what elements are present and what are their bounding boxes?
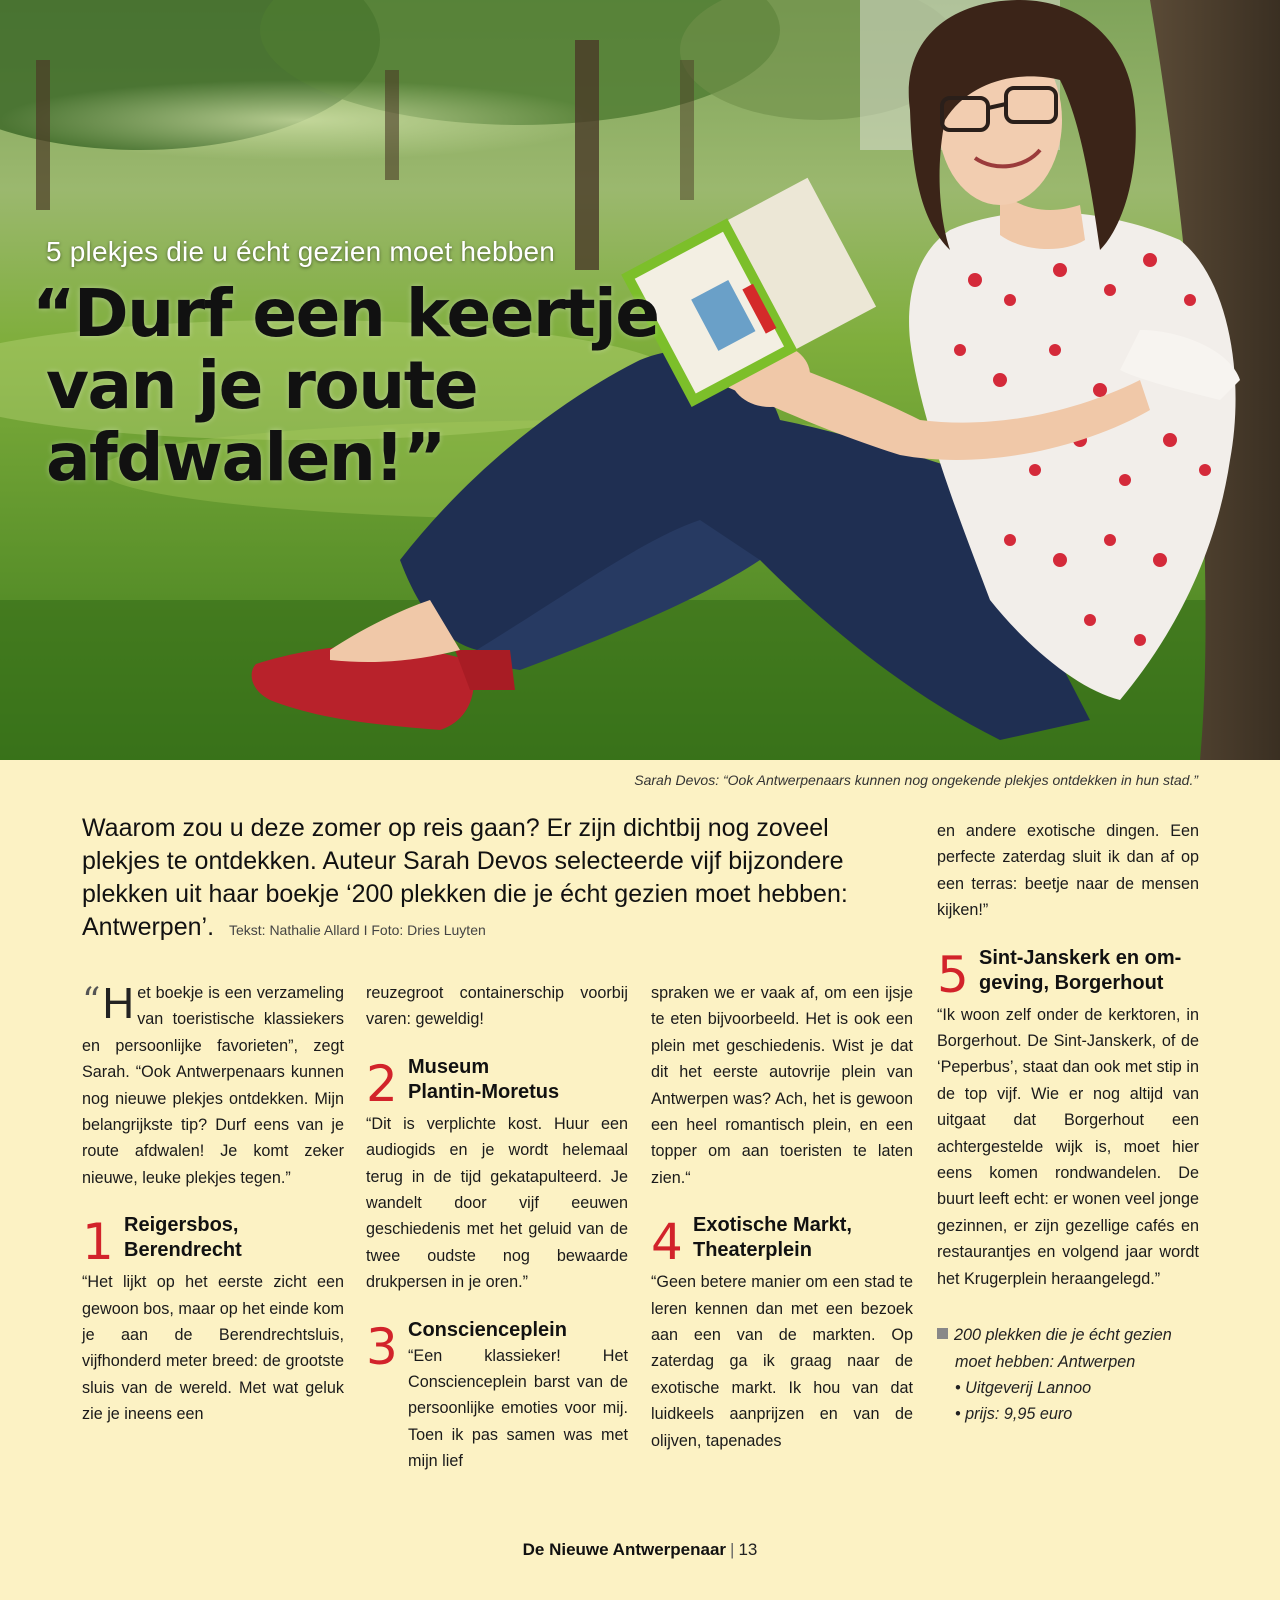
column-3-continuation: spraken we er vaak af, om een ijsje te eten bijvoorbeeld. Het is ook een plein met geschiedenis. Wist je dat dit het eerste autovrije plein van Antwerpen was? Ach, het is gewoon een heel romantisch plein, en een topper om aan toeristen te laten zien.“ xyxy=(651,984,913,1187)
column-3 xyxy=(651,980,913,1454)
page-footer xyxy=(0,1540,1280,1560)
section-5-number: 5 xyxy=(937,945,969,1004)
headline xyxy=(32,275,672,496)
book-title-line-2: moet hebben: Antwerpen xyxy=(955,1352,1136,1371)
column-2 xyxy=(366,980,628,1477)
book-publisher: • Uitgeverij Lannoo xyxy=(955,1378,1092,1397)
section-5-heading xyxy=(937,945,1199,1004)
page-number: 13 xyxy=(738,1540,758,1559)
section-2-title-line-2: Plantin-Moretus xyxy=(408,1080,560,1103)
section-1-heading xyxy=(82,1213,344,1272)
section-4-heading xyxy=(651,1213,913,1272)
section-4-title-line-1: Exotische Markt, xyxy=(693,1214,852,1237)
section-3-title: Conscienceplein xyxy=(408,1318,567,1341)
section-1-title-line-2: Berendrecht xyxy=(124,1239,242,1262)
lead-text: et boekje is een verzameling van toeristische klassiekers en persoonlijke favorieten”, zegt Sarah. “Ook Antwerpenaars kunnen nog nieuwe plekjes ontdekken. Mijn belangrijkste tip? Durf eens van je route afdwalen! Je komt zeker nieuwe, leuke plekjes tegen.” xyxy=(82,984,344,1187)
hero-photo xyxy=(0,0,1280,760)
open-quote-mark: “ xyxy=(82,981,101,1022)
column-2-continuation: reuzegroot containerschip voorbij varen: geweldig! xyxy=(366,984,628,1029)
kicker: 5 plekjes die u écht gezien moet hebben xyxy=(46,236,556,267)
section-2-number: 2 xyxy=(366,1054,398,1113)
section-5-title-line-1: Sint-Janskerk en om- xyxy=(979,946,1182,969)
photo-caption: Sarah Devos: “Ook Antwerpenaars kunnen nog ongekende plekjes ontdekken in hun stad.” xyxy=(634,772,1198,788)
publication-name: De Nieuwe Antwerpenaar xyxy=(522,1540,727,1559)
section-3-body xyxy=(408,1318,628,1475)
headline-line-2: van je route xyxy=(46,347,478,424)
intro-text: Waarom zou u deze zomer op reis gaan? Er zijn dichtbij nog zoveel plekjes te ontdekken. Auteur Sarah Devos selecteerde vijf bijzondere plekken uit haar boekje ‘200 plekken die je écht gezien moet hebben: Antwerpen’. xyxy=(82,814,848,941)
section-2-text: “Dit is verplichte kost. Huur een audiogids en je wordt helemaal terug in de tijd gekatapulteerd. Je wandelt door vijf eeuwen geschiedenis met het geluid van de twee oudste nog bewaarde drukpersen in je oren.” xyxy=(366,1114,628,1292)
section-1-title-line-1: Reigersbos, xyxy=(124,1214,239,1237)
section-2-title-line-1: Museum xyxy=(408,1055,490,1078)
square-bullet-icon xyxy=(937,1328,948,1339)
section-5-title xyxy=(979,946,1181,996)
column-4 xyxy=(937,818,1199,1428)
section-1-title xyxy=(124,1213,242,1263)
section-2-heading xyxy=(366,1054,628,1113)
headline-line-1: “Durf een keertje xyxy=(32,275,659,352)
lead-paragraph xyxy=(82,980,344,1191)
dropcap-letter: H xyxy=(102,979,135,1028)
section-1-number: 1 xyxy=(82,1213,114,1272)
headline-line-3: afdwalen!” xyxy=(46,419,445,496)
section-3-heading xyxy=(366,1318,628,1475)
section-3-text: “Een klassieker! Het Conscienceplein barst van de persoonlijke emoties voor mij. Toen ik pas samen was met mijn lief xyxy=(408,1346,628,1471)
footer-separator: | xyxy=(730,1540,735,1559)
column-4-continuation: en andere exotische dingen. Een perfecte zaterdag sluit ik dan af op een terras: beetje naar de mensen kijken!” xyxy=(937,822,1199,920)
section-3-number: 3 xyxy=(366,1317,398,1376)
section-4-title xyxy=(693,1213,852,1263)
book-price: • prijs: 9,95 euro xyxy=(955,1405,1073,1424)
book-title-line-1 xyxy=(937,1322,1199,1348)
section-4-number: 4 xyxy=(651,1213,683,1272)
section-4-title-line-2: Theaterplein xyxy=(693,1239,812,1262)
section-5-text: “Ik woon zelf onder de kerktoren, in Borgerhout. De Sint-Janskerk, of de ‘Peperbus’, staat dan ook met stip in de top vijf. Wie er nog altijd van uitgaat dat Borgerhout een achtergestelde wijk is, moet hier eens komen rondwandelen. De buurt leeft echt: er wonen veel jonge gezinnen, er zijn gezellige cafés en restaurantjes en volgend jaar wordt het Krugerplein heraangelegd.” xyxy=(937,1005,1199,1288)
section-4-text: “Geen betere manier om een stad te leren kennen dan met een bezoek aan een van de markten. Op zaterdag ga ik graag naar de exotische markt. Ik hou van dat luidkeels aanprijzen en van de olijven, tapenades xyxy=(651,1273,913,1450)
section-5-title-line-2: geving, Borgerhout xyxy=(979,971,1164,994)
column-1 xyxy=(82,980,344,1428)
book-info-box xyxy=(937,1322,1199,1428)
section-2-title xyxy=(408,1055,559,1105)
byline-credit: Tekst: Nathalie Allard I Foto: Dries Luyten xyxy=(228,922,486,938)
intro-paragraph xyxy=(82,812,912,947)
section-1-text: “Het lijkt op het eerste zicht een gewoon bos, maar op het einde kom je aan de Berendrechtsluis, vijfhonderd meter breed: de grootste sluis van de wereld. Met wat geluk zie je ineens een xyxy=(82,1273,344,1424)
book-title-text-1: 200 plekken die je écht gezien xyxy=(954,1326,1172,1345)
